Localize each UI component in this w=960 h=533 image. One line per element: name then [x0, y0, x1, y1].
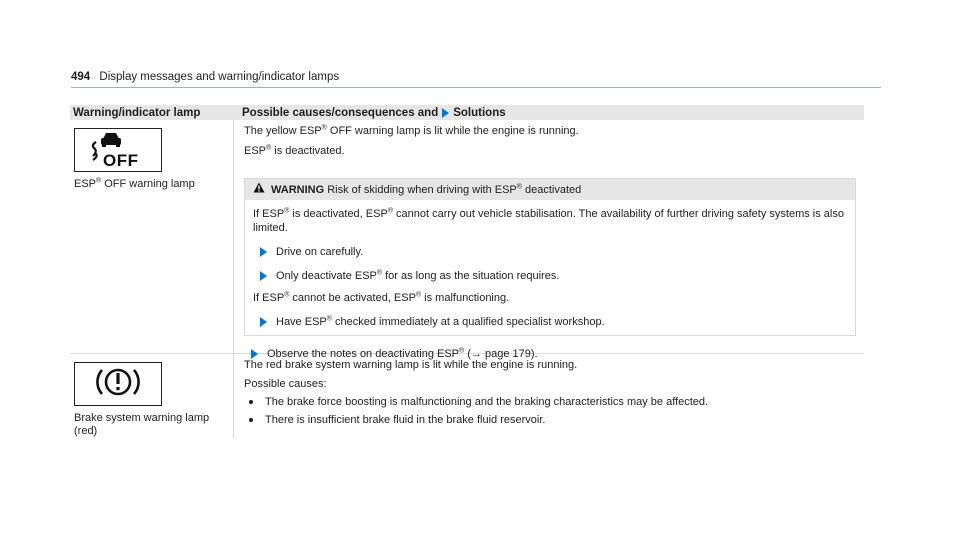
causes-cell	[234, 120, 864, 360]
warning-triangle-icon	[253, 182, 265, 197]
col-header-causes: Possible causes/consequences and Solutions	[242, 106, 506, 119]
header-rule	[71, 87, 881, 88]
lamp-label: Brake system warning lamp (red)	[74, 412, 210, 437]
status-line: The yellow ESP® OFF warning lamp is lit while the engine is running.	[244, 124, 579, 137]
lamp-table	[70, 105, 864, 438]
table-header	[70, 105, 864, 120]
status-line: ESP® is deactivated.	[244, 144, 345, 157]
brake-warning-icon	[92, 363, 144, 405]
warning-header	[245, 179, 855, 200]
warning-title: WARNING Risk of skidding when driving with ESP® deactivated	[271, 182, 582, 196]
arrow-icon	[260, 247, 267, 257]
arrow-icon	[260, 271, 267, 281]
warning-text: If ESP® cannot be activated, ESP® is malfunctioning.	[253, 291, 510, 304]
warning-text: If ESP® is deactivated, ESP® cannot carry out vehicle stabilisation. The availability of further driving safety systems is also limited.	[253, 207, 844, 234]
esp-off-lamp	[74, 128, 162, 172]
step-item: Drive on carefully.	[253, 245, 847, 259]
bullet-dot	[249, 418, 253, 422]
table-row-brake	[70, 354, 864, 438]
step-item: Have ESP® checked immediately at a qualified specialist workshop.	[253, 315, 847, 329]
brake-lamp	[74, 362, 162, 406]
arrow-icon	[260, 317, 267, 327]
col-header-lamp: Warning/indicator lamp	[73, 106, 201, 119]
page-number: 494	[71, 71, 91, 83]
page-header-title: Display messages and warning/indicator lamps	[99, 71, 340, 83]
bullet-dot	[249, 400, 253, 404]
warning-body	[245, 200, 855, 335]
step-item: Observe the notes on deactivating ESP® (→ page 179).	[244, 347, 856, 361]
esp-off-icon	[83, 130, 153, 170]
table-row-esp-off	[70, 120, 864, 360]
lamp-cell	[70, 120, 234, 353]
esp-off-icon-text: OFF	[103, 151, 139, 170]
list-item: The brake force boosting is malfunctioning and the braking characteristics may be affected.	[244, 395, 856, 409]
arrow-icon	[442, 108, 449, 118]
step-item: Only deactivate ESP® for as long as the situation requires.	[253, 269, 847, 283]
lamp-cell	[70, 354, 234, 438]
page-header	[71, 71, 339, 83]
lamp-label: ESP® OFF warning lamp	[74, 177, 195, 190]
list-item: There is insufficient brake fluid in the brake fluid reservoir.	[244, 413, 856, 427]
status-line: The red brake system warning lamp is lit while the engine is running.	[244, 359, 578, 371]
causes-cell	[234, 354, 864, 438]
warning-box	[244, 178, 856, 336]
status-line: Possible causes:	[244, 378, 327, 390]
